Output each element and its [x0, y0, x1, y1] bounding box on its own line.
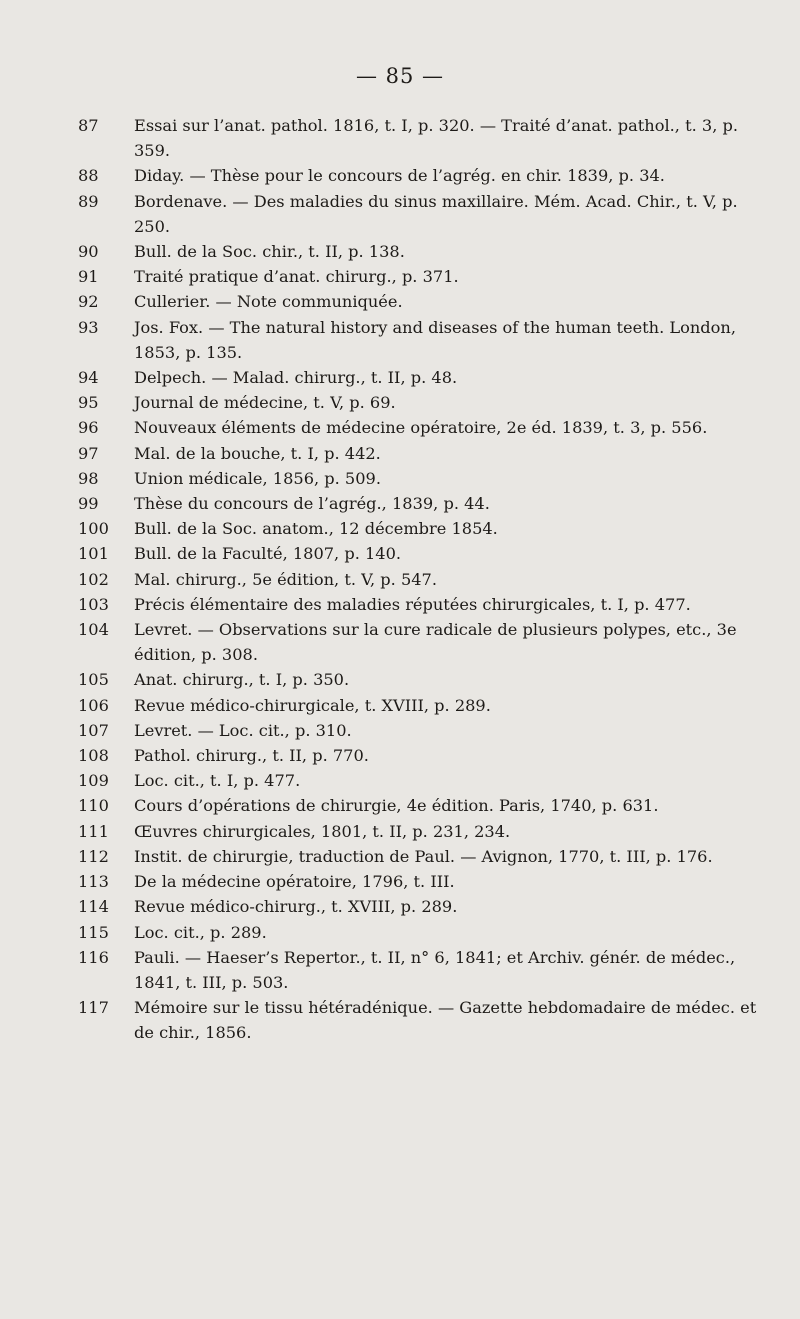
note-number: 88: [78, 166, 99, 186]
note-number: 98: [78, 468, 99, 488]
note-number: 116: [78, 947, 109, 967]
note-item: [78, 793, 768, 818]
note-text: Loc. cit., t. I, p. 477.: [134, 771, 301, 791]
note-item: [78, 920, 768, 945]
note-item: [78, 441, 768, 466]
note-text: Levret. — Loc. cit., p. 310.: [134, 720, 352, 740]
note-item: [78, 945, 768, 995]
note-text: Instit. de chirurgie, traduction de Paul. — Avignon, 1770, t. III, p. 176.: [134, 846, 713, 866]
note-text: Levret. — Observations sur la cure radicale de plusieurs polypes, etc., 3e édition, p. 308.: [134, 620, 737, 665]
note-number: 106: [78, 695, 109, 715]
note-item: [78, 894, 768, 919]
note-number: 96: [78, 418, 99, 438]
note-text: Œuvres chirurgicales, 1801, t. II, p. 231, 234.: [134, 821, 511, 841]
note-text: Union médicale, 1856, p. 509.: [134, 468, 381, 488]
note-item: [78, 239, 768, 264]
note-text: De la médecine opératoire, 1796, t. III.: [134, 872, 455, 892]
note-number: 111: [78, 821, 109, 841]
note-item: [78, 466, 768, 491]
note-text: Mémoire sur le tissu hétéradénique. — Gazette hebdomadaire de médec. et de chir., 1856.: [134, 998, 757, 1043]
note-number: 109: [78, 771, 109, 791]
note-number: 100: [78, 519, 109, 539]
note-text: Jos. Fox. — The natural history and diseases of the human teeth. London, 1853, p. 135.: [134, 317, 736, 362]
note-text: Revue médico-chirurg., t. XVIII, p. 289.: [134, 897, 458, 917]
note-text: Pathol. chirurg., t. II, p. 770.: [134, 746, 369, 766]
note-number: 108: [78, 746, 109, 766]
note-text: Mal. chirurg., 5e édition, t. V, p. 547.: [134, 569, 437, 589]
note-number: 115: [78, 922, 109, 942]
note-number: 117: [78, 998, 109, 1018]
note-text: Journal de médecine, t. V, p. 69.: [134, 393, 396, 413]
note-item: [78, 819, 768, 844]
note-text: Loc. cit., p. 289.: [134, 922, 267, 942]
note-item: [78, 592, 768, 617]
note-item: [78, 995, 768, 1045]
note-item: [78, 567, 768, 592]
note-text: Revue médico-chirurgicale, t. XVIII, p. 289.: [134, 695, 491, 715]
note-number: 104: [78, 620, 109, 640]
note-item: [78, 667, 768, 692]
note-number: 95: [78, 393, 99, 413]
note-item: [78, 869, 768, 894]
note-text: Cours d’opérations de chirurgie, 4e édition. Paris, 1740, p. 631.: [134, 796, 659, 816]
note-text: Anat. chirurg., t. I, p. 350.: [134, 670, 350, 690]
note-item: [78, 844, 768, 869]
note-item: [78, 163, 768, 188]
note-text: Nouveaux éléments de médecine opératoire, 2e éd. 1839, t. 3, p. 556.: [134, 418, 708, 438]
note-number: 114: [78, 897, 109, 917]
note-text: Bordenave. — Des maladies du sinus maxillaire. Mém. Acad. Chir., t. V, p. 250.: [134, 191, 738, 236]
note-number: 101: [78, 544, 109, 564]
note-item: [78, 365, 768, 390]
note-number: 103: [78, 594, 109, 614]
note-item: [78, 617, 768, 667]
note-text: Cullerier. — Note communiquée.: [134, 292, 403, 312]
note-item: [78, 113, 768, 163]
note-number: 93: [78, 317, 99, 337]
note-item: [78, 718, 768, 743]
note-number: 90: [78, 242, 99, 262]
note-number: 99: [78, 494, 99, 514]
note-text: Bull. de la Soc. chir., t. II, p. 138.: [134, 242, 405, 262]
note-item: [78, 315, 768, 365]
note-text: Bull. de la Faculté, 1807, p. 140.: [134, 544, 402, 564]
note-number: 102: [78, 569, 109, 589]
note-number: 89: [78, 191, 99, 211]
note-text: Thèse du concours de l’agrég., 1839, p. 44.: [134, 494, 490, 514]
note-text: Traité pratique d’anat. chirurg., p. 371.: [134, 267, 459, 287]
note-text: Bull. de la Soc. anatom., 12 décembre 1854.: [134, 519, 498, 539]
note-text: Pauli. — Haeser’s Repertor., t. II, n° 6, 1841; et Archiv. génér. de médec., 1841, t. III, p. 503.: [134, 947, 736, 992]
note-number: 112: [78, 846, 109, 866]
note-item: [78, 189, 768, 239]
note-number: 113: [78, 872, 109, 892]
page-number: — 85 —: [355, 64, 445, 88]
note-number: 94: [78, 368, 99, 388]
note-text: Précis élémentaire des maladies réputées chirurgicales, t. I, p. 477.: [134, 594, 691, 614]
notes-list: [78, 113, 768, 1046]
note-number: 107: [78, 720, 109, 740]
note-item: [78, 264, 768, 289]
note-text: Delpech. — Malad. chirurg., t. II, p. 48.: [134, 368, 458, 388]
note-number: 97: [78, 443, 99, 463]
note-number: 92: [78, 292, 99, 312]
note-number: 91: [78, 267, 99, 287]
note-item: [78, 516, 768, 541]
note-number: 110: [78, 796, 109, 816]
note-item: [78, 743, 768, 768]
note-text: Diday. — Thèse pour le concours de l’agrég. en chir. 1839, p. 34.: [134, 166, 665, 186]
note-text: Essai sur l’anat. pathol. 1816, t. I, p. 320. — Traité d’anat. pathol., t. 3, p. 359.: [134, 116, 738, 161]
note-item: [78, 415, 768, 440]
note-item: [78, 390, 768, 415]
note-number: 105: [78, 670, 109, 690]
note-item: [78, 491, 768, 516]
note-item: [78, 289, 768, 314]
note-item: [78, 541, 768, 566]
note-number: 87: [78, 116, 99, 135]
note-item: [78, 768, 768, 793]
note-text: Mal. de la bouche, t. I, p. 442.: [134, 443, 381, 463]
note-item: [78, 693, 768, 718]
